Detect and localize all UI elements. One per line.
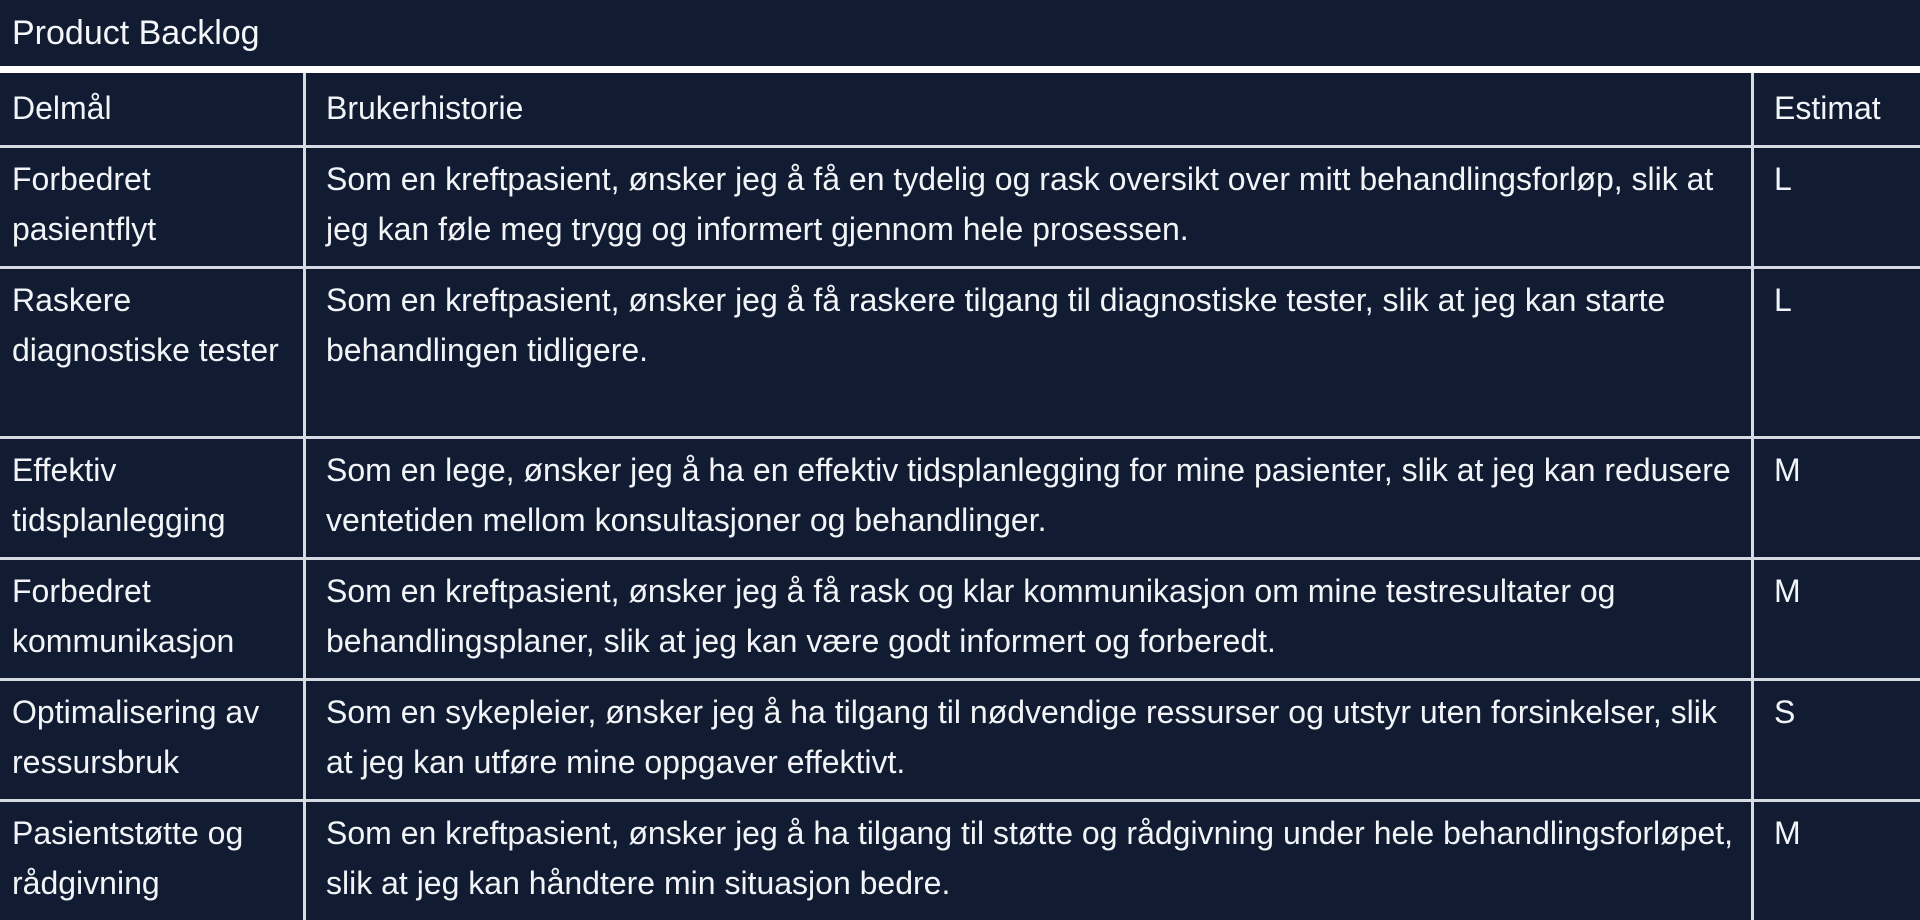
goal-cell: Forbedret pasientflyt: [0, 148, 306, 269]
column-header-story: Brukerhistorie: [306, 73, 1754, 148]
goal-cell: Raskere diagnostiske tester: [0, 269, 306, 439]
column-header-estimate: Estimat: [1754, 73, 1920, 148]
estimate-cell: M: [1754, 439, 1920, 560]
table-row: [0, 802, 1920, 920]
table-row: [0, 148, 1920, 269]
estimate-cell: S: [1754, 681, 1920, 802]
goal-cell: Effektiv tidsplanlegging: [0, 439, 306, 560]
table-header-row: [0, 73, 1920, 148]
story-cell: Som en sykepleier, ønsker jeg å ha tilgang til nødvendige ressurser og utstyr uten forsinkelser, slik at jeg kan utføre mine oppgaver effektivt.: [306, 681, 1754, 802]
story-cell: Som en kreftpasient, ønsker jeg å få rask og klar kommunikasjon om mine testresultater og behandlingsplaner, slik at jeg kan være godt informert og forberedt.: [306, 560, 1754, 681]
story-cell: Som en kreftpasient, ønsker jeg å få en tydelig og rask oversikt over mitt behandlingsforløp, slik at jeg kan føle meg trygg og informert gjennom hele prosessen.: [306, 148, 1754, 269]
estimate-cell: L: [1754, 269, 1920, 439]
goal-cell: Forbedret kommunikasjon: [0, 560, 306, 681]
table-row: [0, 439, 1920, 560]
goal-cell: Optimalisering av ressursbruk: [0, 681, 306, 802]
table-row: [0, 681, 1920, 802]
estimate-cell: M: [1774, 815, 1801, 851]
estimate-cell: L: [1754, 148, 1920, 269]
page-title: Product Backlog: [0, 0, 1920, 66]
column-header-goal: Delmål: [0, 73, 306, 148]
story-cell: Som en lege, ønsker jeg å ha en effektiv tidsplanlegging for mine pasienter, slik at jeg kan redusere ventetiden mellom konsultasjoner og behandlinger.: [306, 439, 1754, 560]
table-row: [0, 560, 1920, 681]
goal-cell: Pasientstøtte og rådgivning: [0, 802, 306, 920]
story-cell: Som en kreftpasient, ønsker jeg å få raskere tilgang til diagnostiske tester, slik at jeg kan starte behandlingen tidligere.: [306, 269, 1754, 439]
table-row: [0, 269, 1920, 439]
story-cell: Som en kreftpasient, ønsker jeg å ha tilgang til støtte og rådgivning under hele behandlingsforløpet, slik at jeg kan håndtere min situasjon bedre.: [306, 802, 1754, 920]
backlog-table: [0, 73, 1920, 920]
estimate-cell: M: [1754, 560, 1920, 681]
